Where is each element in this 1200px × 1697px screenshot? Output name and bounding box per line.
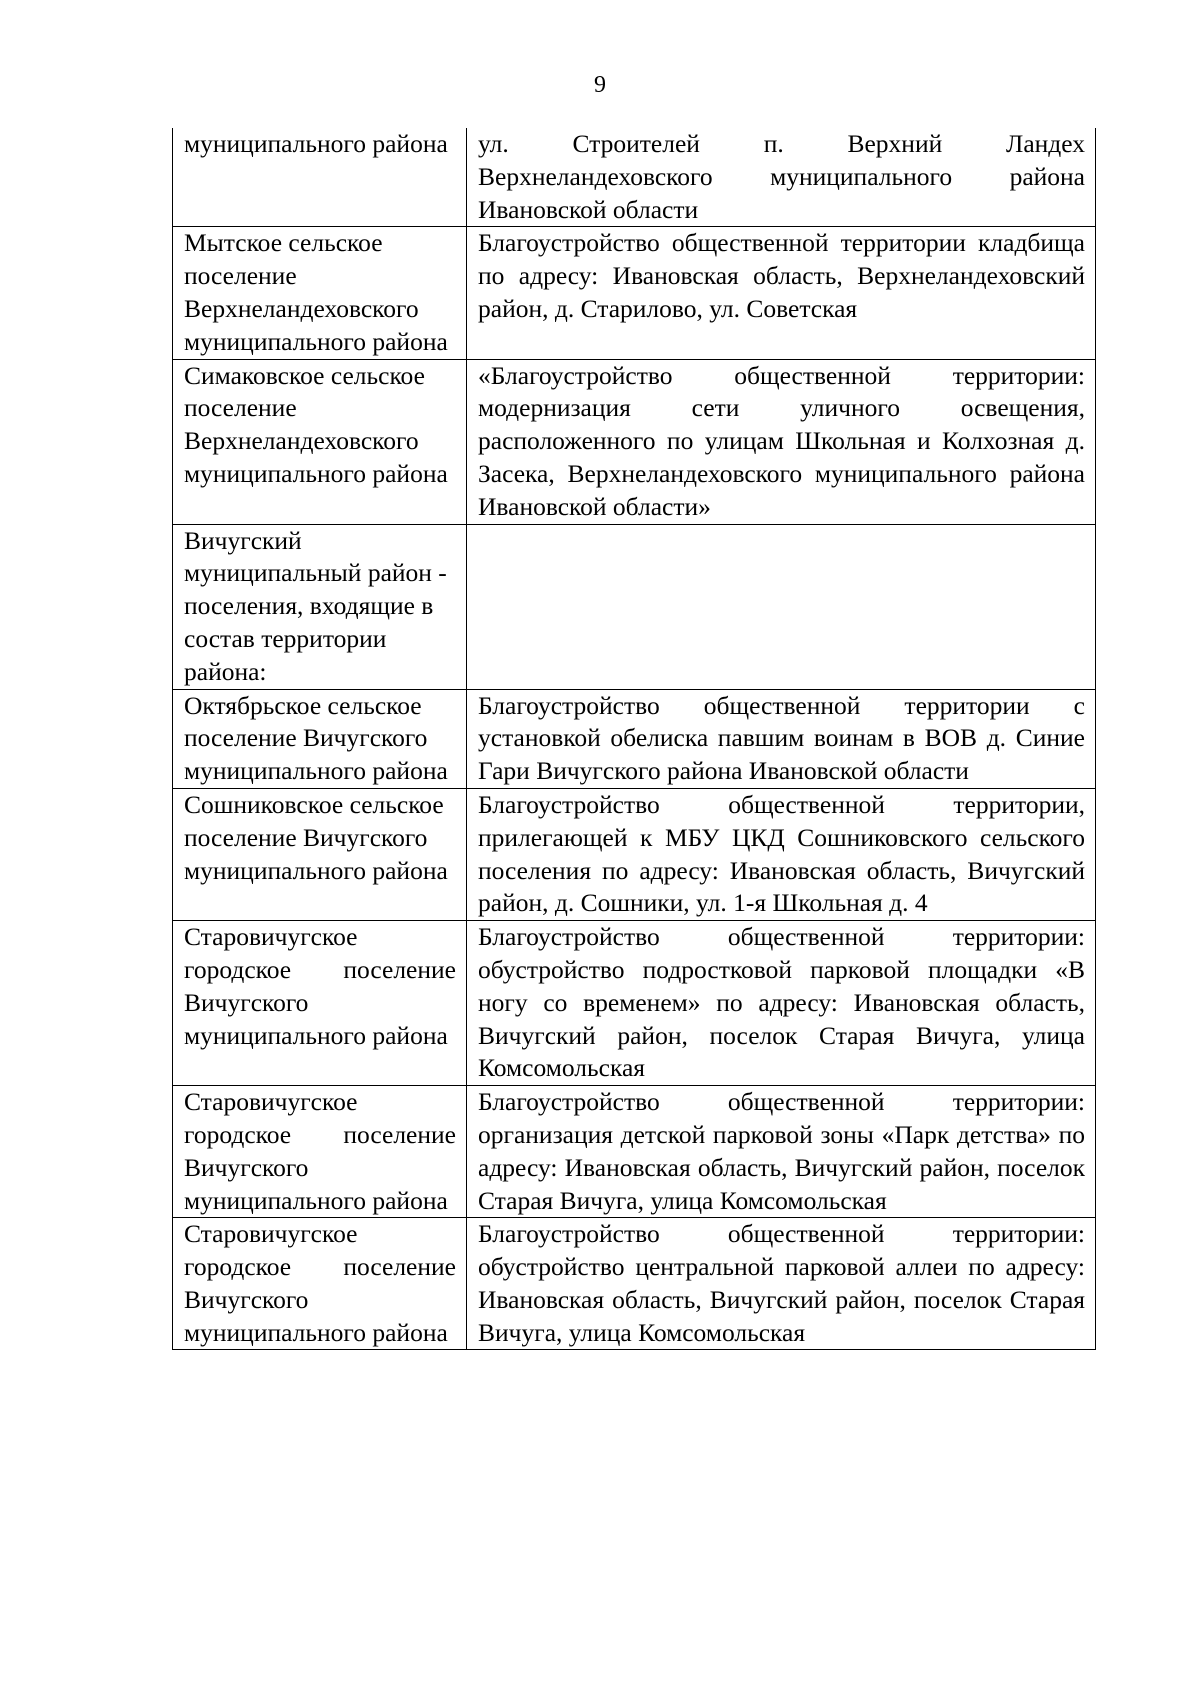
project-cell: «Благоустройство общественной территории: модернизация сети уличного освещения, расположенного по улицам Школьная и Колхозная д. Засека, Верхнеландеховского муниципального района Ивановской области» <box>467 359 1096 524</box>
table-row <box>173 689 1096 788</box>
settlement-cell: Старовичугское городское поселение Вичугского муниципального района <box>173 1218 467 1350</box>
project-cell: Благоустройство общественной территории: обустройство центральной парковой аллеи по адресу: Ивановская область, Вичугский район, поселок Старая Вичуга, улица Комсомольская <box>467 1218 1096 1350</box>
table-row <box>173 1086 1096 1218</box>
settlement-cell: Сошниковское сельское поселение Вичугского муниципального района <box>173 788 467 920</box>
table-row <box>173 524 1096 689</box>
project-cell: Благоустройство общественной территории: обустройство подростковой парковой площадки «В ногу со временем» по адресу: Ивановская область, Вичугский район, поселок Старая Вичуга, улица Комсомольская <box>467 921 1096 1086</box>
settlement-cell: Старовичугское городское поселение Вичугского муниципального района <box>173 1086 467 1218</box>
page-number: 9 <box>594 72 606 98</box>
project-cell: Благоустройство общественной территории, прилегающей к МБУ ЦКД Сошниковского сельского поселения по адресу: Ивановская область, Вичугский район, д. Сошники, ул. 1-я Школьная д. 4 <box>467 788 1096 920</box>
settlement-cell: Октябрьское сельское поселение Вичугского муниципального района <box>173 689 467 788</box>
settlement-cell: Старовичугское городское поселение Вичугского муниципального района <box>173 921 467 1086</box>
project-cell: Благоустройство общественной территории: организация детской парковой зоны «Парк детства» по адресу: Ивановская область, Вичугский район, поселок Старая Вичуга, улица Комсомольская <box>467 1086 1096 1218</box>
settlement-cell: Симаковское сельское поселение Верхнеландеховского муниципального района <box>173 359 467 524</box>
project-cell: Благоустройство общественной территории с установкой обелиска павшим воинам в ВОВ д. Синие Гари Вичугского района Ивановской области <box>467 689 1096 788</box>
table-row <box>173 128 1096 227</box>
table-row <box>173 359 1096 524</box>
settlement-cell: муниципального района <box>173 128 467 227</box>
table-row <box>173 921 1096 1086</box>
table-row <box>173 1218 1096 1350</box>
table-row <box>173 788 1096 920</box>
project-cell <box>467 524 1096 689</box>
project-cell: Благоустройство общественной территории кладбища по адресу: Ивановская область, Верхнеландеховский район, д. Старилово, ул. Советская <box>467 227 1096 359</box>
table-row <box>173 227 1096 359</box>
project-cell: ул. Строителей п. Верхний Ландех Верхнеландеховского муниципального района Ивановской области <box>467 128 1096 227</box>
settlement-cell: Мытское сельское поселение Верхнеландеховского муниципального района <box>173 227 467 359</box>
district-heading-cell: Вичугский муниципальный район - поселения, входящие в состав территории района: <box>173 524 467 689</box>
settlements-table <box>172 128 1096 1350</box>
